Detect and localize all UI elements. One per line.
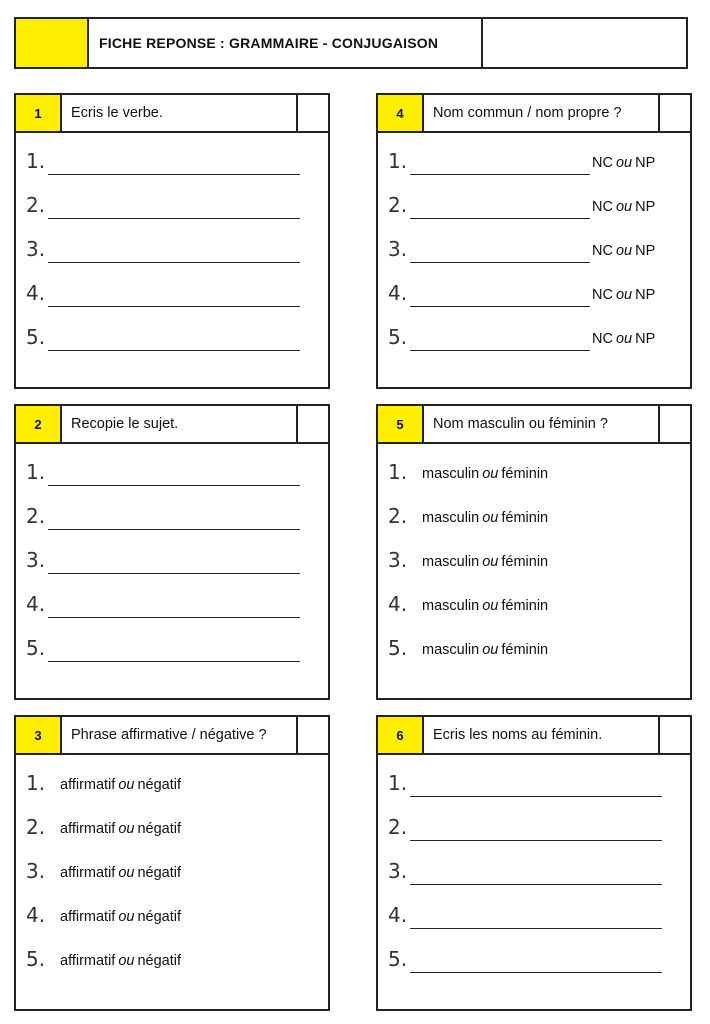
- option-separator: ou: [482, 642, 499, 658]
- answer-row: [16, 235, 328, 265]
- section-title: Phrase affirmative / négative ?: [62, 717, 298, 753]
- section-score-cell: [660, 717, 690, 753]
- answer-line[interactable]: [410, 174, 590, 175]
- item-number: 4.: [388, 281, 408, 305]
- answer-line[interactable]: [48, 262, 300, 263]
- answer-line[interactable]: [410, 972, 662, 973]
- answer-row: [16, 857, 328, 887]
- answer-row: [378, 546, 690, 576]
- item-number: 1.: [388, 460, 408, 484]
- option-b[interactable]: féminin: [501, 598, 549, 614]
- item-number: 4.: [26, 903, 46, 927]
- item-number: 1.: [388, 771, 408, 795]
- section-5-header: [378, 406, 690, 444]
- choice-options: [592, 331, 655, 347]
- choice-options: [60, 865, 181, 881]
- answer-row: [378, 191, 690, 221]
- answer-row: [378, 857, 690, 887]
- answer-row: [16, 323, 328, 353]
- section-score-cell: [298, 406, 328, 442]
- choice-options: [60, 821, 181, 837]
- choice-options: [592, 243, 655, 259]
- item-number: 3.: [26, 237, 46, 261]
- option-a[interactable]: affirmatif: [60, 909, 116, 925]
- item-number: 4.: [388, 592, 408, 616]
- section-score-cell: [298, 717, 328, 753]
- item-number: 4.: [388, 903, 408, 927]
- option-a[interactable]: NC: [592, 155, 613, 171]
- answer-line[interactable]: [48, 661, 300, 662]
- option-separator: ou: [615, 243, 633, 259]
- answer-row: [378, 502, 690, 532]
- option-separator: ou: [482, 554, 499, 570]
- option-a[interactable]: masculin: [422, 554, 480, 570]
- item-number: 1.: [26, 460, 46, 484]
- choice-options: [60, 953, 181, 969]
- option-b[interactable]: NP: [635, 287, 656, 303]
- answer-row: [378, 945, 690, 975]
- option-separator: ou: [118, 865, 135, 881]
- answer-line[interactable]: [410, 928, 662, 929]
- answer-line[interactable]: [48, 529, 300, 530]
- item-number: 3.: [388, 548, 408, 572]
- choice-options: [60, 909, 181, 925]
- item-number: 2.: [26, 504, 46, 528]
- option-separator: ou: [615, 331, 633, 347]
- page-title: FICHE REPONSE : GRAMMAIRE - CONJUGAISON: [89, 19, 483, 67]
- item-number: 2.: [388, 815, 408, 839]
- answer-line[interactable]: [410, 884, 662, 885]
- option-b[interactable]: féminin: [501, 642, 549, 658]
- option-separator: ou: [118, 821, 135, 837]
- header-color-block: [16, 19, 89, 67]
- option-a[interactable]: affirmatif: [60, 821, 116, 837]
- section-number: 2: [16, 406, 62, 442]
- answer-line[interactable]: [410, 840, 662, 841]
- answer-row: [16, 191, 328, 221]
- item-number: 2.: [26, 193, 46, 217]
- item-number: 1.: [26, 149, 46, 173]
- answer-row: [378, 235, 690, 265]
- choice-options: [592, 199, 655, 215]
- answer-row: [16, 769, 328, 799]
- section-title: Ecris les noms au féminin.: [424, 717, 660, 753]
- answer-row: [16, 147, 328, 177]
- section-score-cell: [660, 406, 690, 442]
- option-separator: ou: [482, 510, 499, 526]
- option-b[interactable]: négatif: [137, 777, 182, 793]
- section-1: [14, 93, 330, 389]
- option-a[interactable]: masculin: [422, 466, 480, 482]
- answer-line[interactable]: [48, 485, 300, 486]
- option-a[interactable]: NC: [592, 287, 613, 303]
- item-number: 2.: [26, 815, 46, 839]
- answer-row: [378, 323, 690, 353]
- answer-row: [16, 590, 328, 620]
- section-number: 3: [16, 717, 62, 753]
- option-b[interactable]: NP: [635, 199, 656, 215]
- section-2-header: [16, 406, 328, 444]
- option-a[interactable]: NC: [592, 243, 613, 259]
- choice-options: [592, 155, 655, 171]
- choice-options: [592, 287, 655, 303]
- option-separator: ou: [482, 466, 499, 482]
- option-separator: ou: [118, 777, 135, 793]
- option-b[interactable]: négatif: [137, 909, 182, 925]
- answer-row: [16, 813, 328, 843]
- option-b[interactable]: NP: [635, 243, 656, 259]
- option-b[interactable]: féminin: [501, 466, 549, 482]
- answer-line[interactable]: [48, 306, 300, 307]
- option-separator: ou: [482, 598, 499, 614]
- option-a[interactable]: masculin: [422, 642, 480, 658]
- section-title: Nom commun / nom propre ?: [424, 95, 660, 131]
- section-6: [376, 715, 692, 1011]
- item-number: 4.: [26, 592, 46, 616]
- item-number: 3.: [388, 859, 408, 883]
- section-1-header: [16, 95, 328, 133]
- option-a[interactable]: masculin: [422, 510, 480, 526]
- answer-line[interactable]: [48, 573, 300, 574]
- answer-line[interactable]: [48, 218, 300, 219]
- item-number: 3.: [26, 548, 46, 572]
- choice-options: [422, 510, 548, 526]
- section-title: Nom masculin ou féminin ?: [424, 406, 660, 442]
- page-header: [14, 17, 688, 69]
- option-a[interactable]: affirmatif: [60, 953, 116, 969]
- answer-row: [378, 813, 690, 843]
- answer-line[interactable]: [410, 218, 590, 219]
- option-b[interactable]: négatif: [137, 953, 182, 969]
- choice-options: [422, 642, 548, 658]
- header-blank-cell: [483, 19, 686, 67]
- section-title: Recopie le sujet.: [62, 406, 298, 442]
- answer-row: [16, 502, 328, 532]
- option-a[interactable]: NC: [592, 199, 613, 215]
- item-number: 4.: [26, 281, 46, 305]
- section-4-header: [378, 95, 690, 133]
- section-number: 4: [378, 95, 424, 131]
- item-number: 2.: [388, 504, 408, 528]
- answer-row: [16, 546, 328, 576]
- item-number: 3.: [388, 237, 408, 261]
- option-a[interactable]: affirmatif: [60, 865, 116, 881]
- answer-line[interactable]: [410, 262, 590, 263]
- section-6-header: [378, 717, 690, 755]
- choice-options: [422, 466, 548, 482]
- answer-line[interactable]: [410, 350, 590, 351]
- answer-row: [378, 769, 690, 799]
- section-3: [14, 715, 330, 1011]
- item-number: 1.: [26, 771, 46, 795]
- answer-line[interactable]: [410, 306, 590, 307]
- choice-options: [422, 554, 548, 570]
- item-number: 5.: [26, 325, 46, 349]
- section-title: Ecris le verbe.: [62, 95, 298, 131]
- answer-row: [16, 279, 328, 309]
- option-b[interactable]: NP: [635, 155, 656, 171]
- answer-row: [378, 279, 690, 309]
- answer-line[interactable]: [48, 350, 300, 351]
- item-number: 5.: [388, 636, 408, 660]
- answer-row: [16, 901, 328, 931]
- section-number: 6: [378, 717, 424, 753]
- answer-line[interactable]: [410, 796, 662, 797]
- answer-line[interactable]: [48, 174, 300, 175]
- option-b[interactable]: négatif: [137, 865, 182, 881]
- option-separator: ou: [118, 909, 135, 925]
- item-number: 1.: [388, 149, 408, 173]
- item-number: 5.: [26, 636, 46, 660]
- option-a[interactable]: NC: [592, 331, 613, 347]
- option-b[interactable]: négatif: [137, 821, 182, 837]
- answer-row: [378, 634, 690, 664]
- section-3-header: [16, 717, 328, 755]
- section-number: 1: [16, 95, 62, 131]
- choice-options: [422, 598, 548, 614]
- section-number: 5: [378, 406, 424, 442]
- option-separator: ou: [118, 953, 135, 969]
- option-separator: ou: [615, 155, 633, 171]
- answer-row: [378, 901, 690, 931]
- section-4: [376, 93, 692, 389]
- answer-row: [16, 458, 328, 488]
- item-number: 2.: [388, 193, 408, 217]
- option-a[interactable]: masculin: [422, 598, 480, 614]
- option-separator: ou: [615, 287, 633, 303]
- section-5: [376, 404, 692, 700]
- answer-row: [16, 945, 328, 975]
- section-2: [14, 404, 330, 700]
- item-number: 5.: [388, 947, 408, 971]
- choice-options: [60, 777, 181, 793]
- answer-row: [378, 590, 690, 620]
- section-score-cell: [660, 95, 690, 131]
- item-number: 3.: [26, 859, 46, 883]
- item-number: 5.: [26, 947, 46, 971]
- item-number: 5.: [388, 325, 408, 349]
- option-b[interactable]: NP: [635, 331, 656, 347]
- section-score-cell: [298, 95, 328, 131]
- option-a[interactable]: affirmatif: [60, 777, 116, 793]
- answer-row: [16, 634, 328, 664]
- answer-row: [378, 458, 690, 488]
- option-b[interactable]: féminin: [501, 510, 549, 526]
- option-separator: ou: [615, 199, 633, 215]
- answer-row: [378, 147, 690, 177]
- option-b[interactable]: féminin: [501, 554, 549, 570]
- answer-line[interactable]: [48, 617, 300, 618]
